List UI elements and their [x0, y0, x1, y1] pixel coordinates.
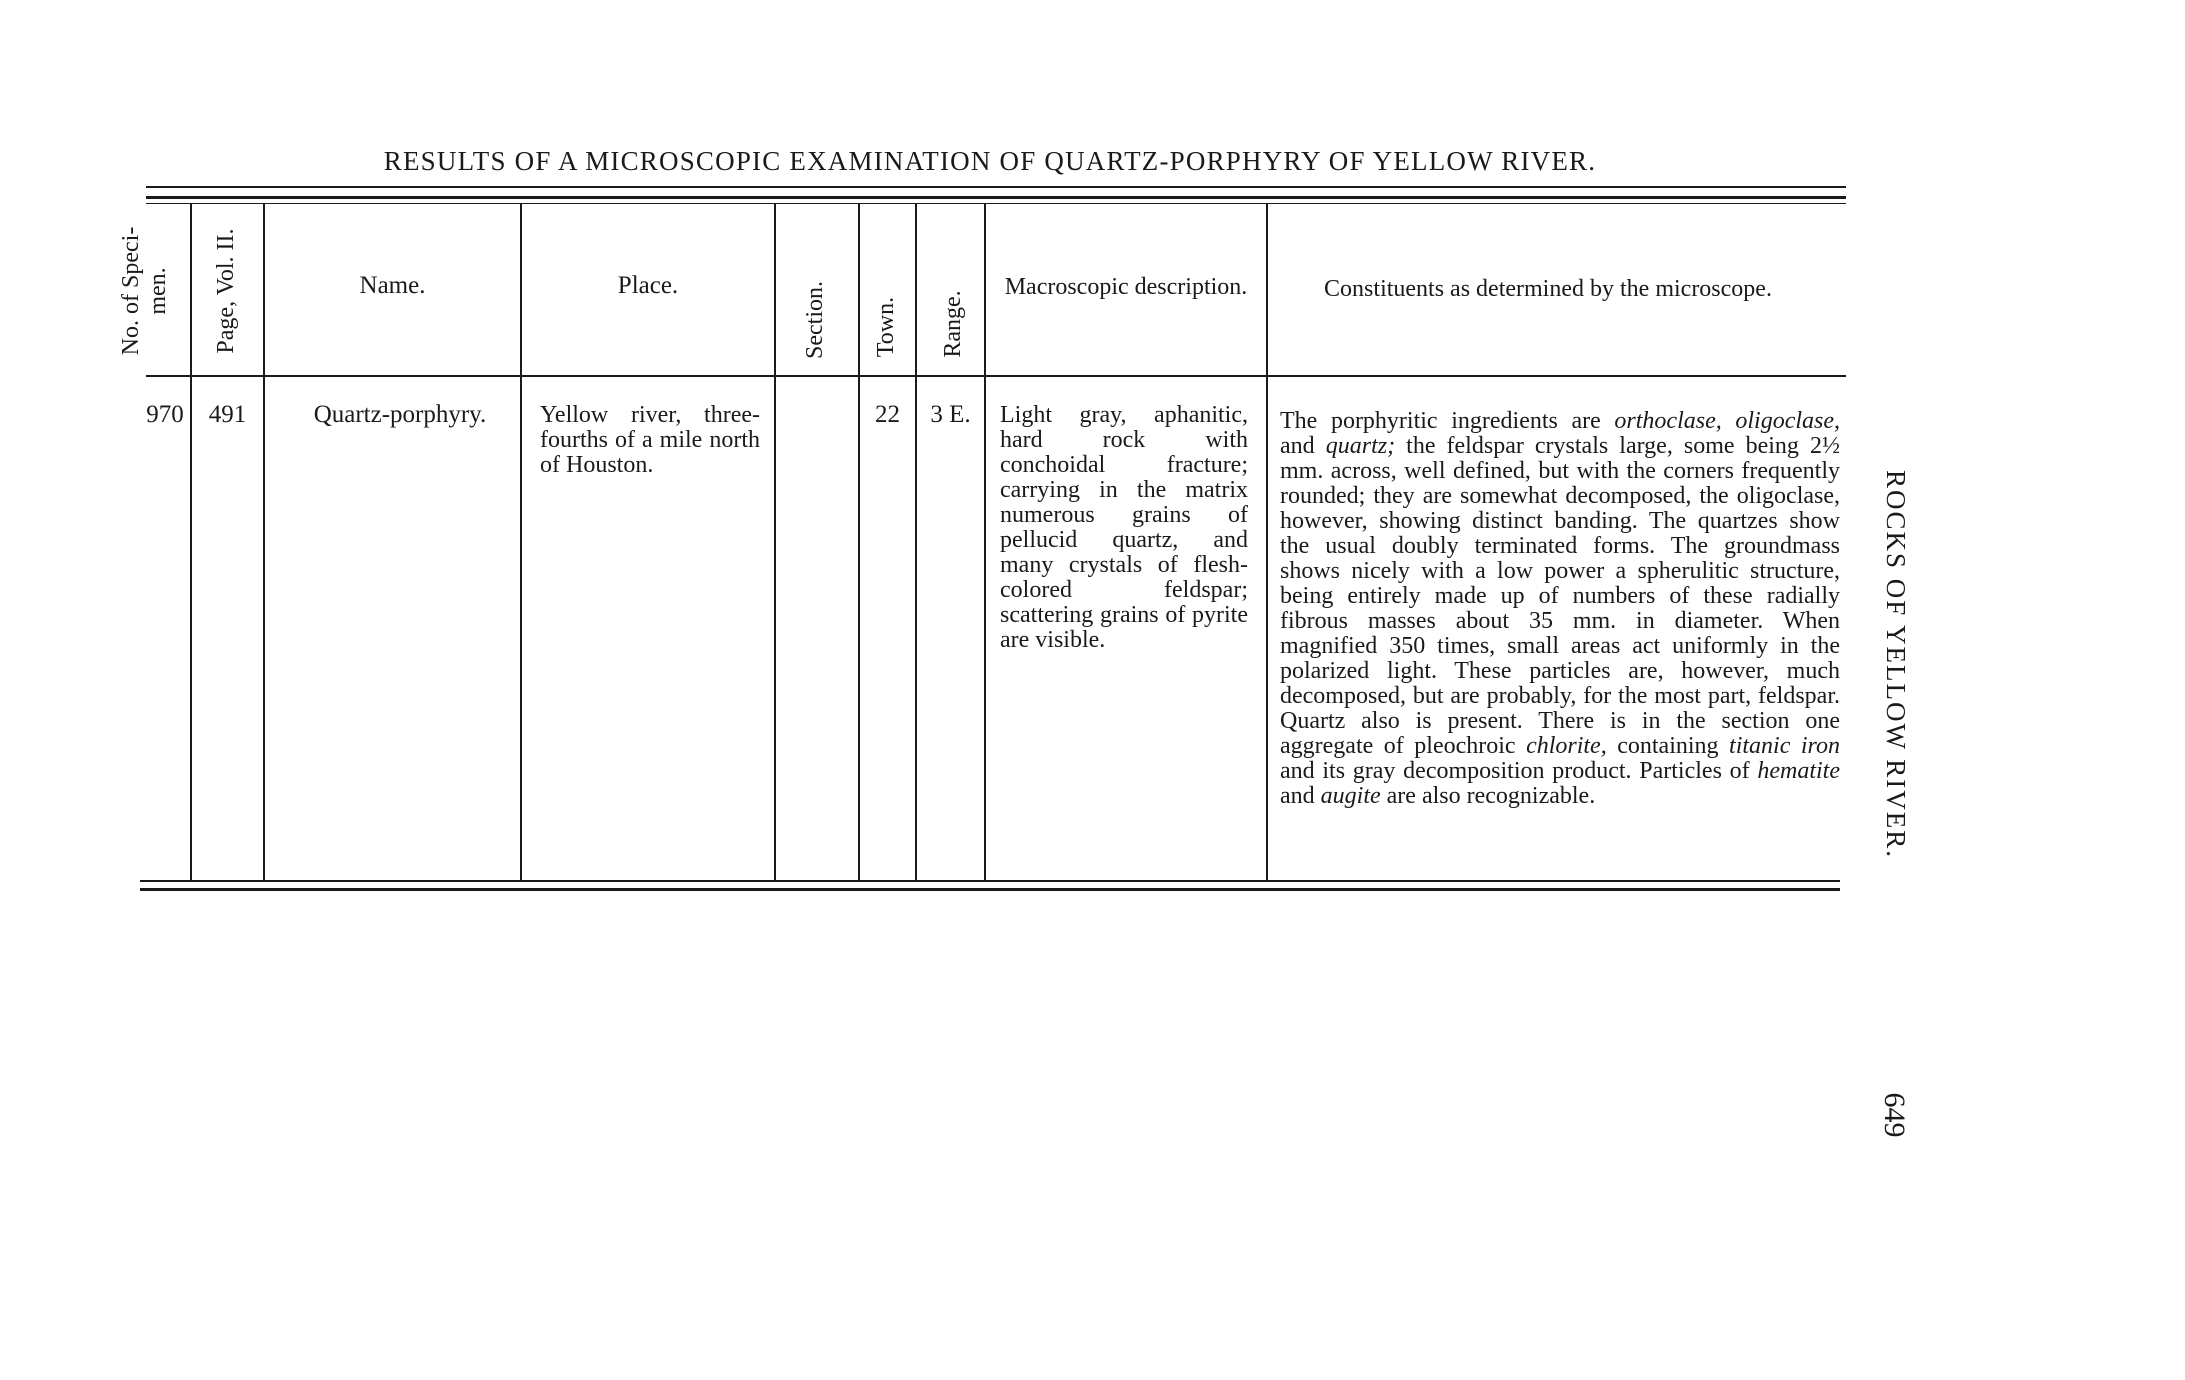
- header-range: Range.: [940, 290, 966, 358]
- header-macroscopic: Macroscopic description.: [1004, 274, 1248, 300]
- bottom-rule-2: [140, 888, 1840, 891]
- col-divider-7: [984, 204, 986, 880]
- mineral-chlorite: chlorite,: [1526, 733, 1607, 759]
- page-number: 649: [1878, 1092, 1911, 1138]
- top-rule: [146, 186, 1846, 188]
- cell-name: Quartz-porphyry.: [313, 401, 487, 428]
- cell-specimen-no: 970: [146, 401, 184, 428]
- page-title: RESULTS OF A MICROSCOPIC EXAMINATION OF QUARTZ-PORPHYRY OF YELLOW RIVER.: [383, 146, 1597, 176]
- col-divider-8: [1266, 204, 1268, 880]
- header-town: Town.: [873, 296, 899, 358]
- mineral-quartz: quartz;: [1325, 433, 1396, 459]
- header-name: Name.: [359, 272, 426, 299]
- cell-macroscopic: Light gray, aphanitic, hard rock with conchoidal fracture; carrying in the matrix numerous grains of pellucid quartz, and many crystals of flesh-colored feldspar; scattering grains of pyrite are visible.: [1000, 402, 1248, 653]
- col-divider-3: [520, 204, 522, 880]
- top-rule-2: [146, 196, 1846, 199]
- cell-town: 22: [875, 401, 900, 428]
- mineral-titanic-iron: titanic iron: [1729, 733, 1840, 759]
- mineral-augite: augite: [1320, 783, 1381, 809]
- bottom-rule: [140, 880, 1840, 882]
- header-place: Place.: [617, 272, 679, 299]
- header-rule: [146, 375, 1846, 377]
- col-divider-6: [915, 204, 917, 880]
- running-head: ROCKS OF YELLOW RIVER.: [1881, 470, 1911, 860]
- cell-page: 491: [208, 401, 247, 428]
- cell-place: Yellow river, three-fourths of a mile north of Houston.: [540, 402, 760, 478]
- cell-range: 3 E.: [930, 401, 971, 428]
- header-specimen-no: No. of Speci- men.: [118, 226, 171, 356]
- col-divider-4: [774, 204, 776, 880]
- col-divider-5: [858, 204, 860, 880]
- col-divider-1: [190, 204, 192, 880]
- header-section: Section.: [802, 281, 828, 359]
- cell-constituents: The porphyritic ingredients are orthoclase, oligoclase, and quartz; the feldspar crystals large, some being 2½ mm. across, well defined, but with the corners frequently rounded; they are somewhat decomposed, the oligoclase, however, showing distinct banding. The quartzes show the usual doubly terminated forms. The groundmass shows nicely with a low power a spherulitic structure, being entirely made up of numbers of these radially fibrous masses about 35 mm. in diameter. When magnified 350 times, small areas act uniformly in the polarized light. These particles are, however, much decomposed, but are probably, for the most part, feldspar. Quartz also is present. There is in the section one aggregate of pleochroic chlorite, containing titanic iron and its gray decomposition product. Particles of hematite and augite are also recognizable.: [1280, 408, 1841, 809]
- col-divider-2: [263, 204, 265, 880]
- mineral-orthoclase: orthoclase, oligoclase,: [1614, 408, 1841, 434]
- mineral-hematite: hematite: [1757, 758, 1840, 784]
- header-constituents: Constituents as determined by the microscope.: [1324, 276, 1772, 302]
- header-page: Page, Vol. II.: [213, 228, 239, 354]
- top-rule-3: [146, 203, 1846, 204]
